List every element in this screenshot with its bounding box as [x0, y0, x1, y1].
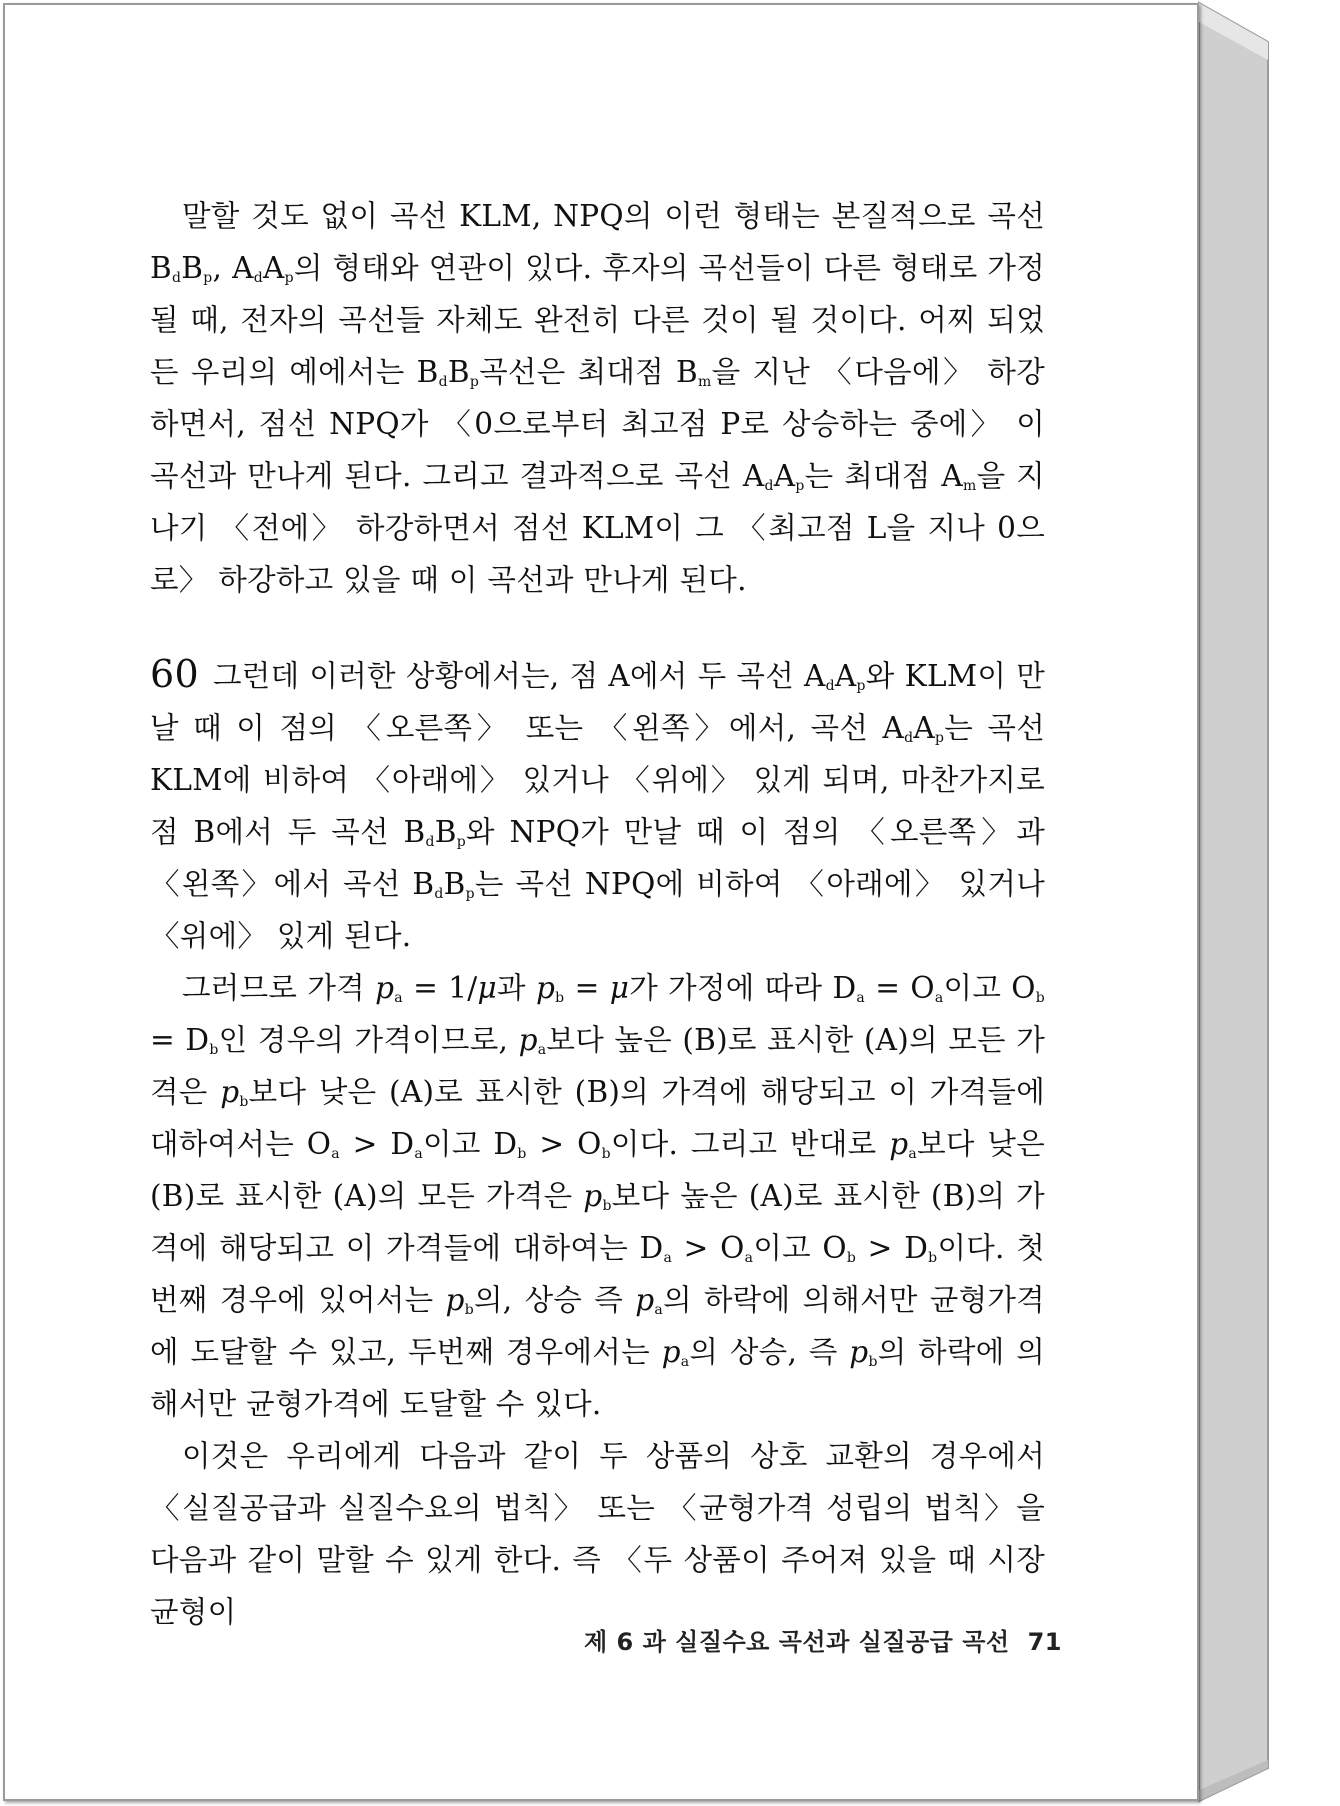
paragraph-4: 이것은 우리에게 다음과 같이 두 상품의 상호 교환의 경우에서 〈실질공급과 실질수요의 법칙〉 또는 〈균형가격 성립의 법칙〉을 다음과 같이 말할 수 있게 한다. 즉 〈두 상품이 주어져 있을 때 시장균형이 — [150, 1439, 1045, 1629]
paragraph-section-60: 60 그런데 이러한 상황에서는, 점 A에서 두 곡선 $A_dA_p$와 KLM이 만날 때 이 점의 〈오른쪽〉 또는 〈왼쪽〉에서, 곡선 $A_dA_p$는 곡선 KLM에 비하여 〈아래에〉 있거나 〈위에〉 있게 되며, 마찬가지로 점 B에서 두 곡선 $B_dB_p$와 NPQ가 만날 때 이 점의 〈오른쪽〉과 〈왼쪽〉에서 곡선 $B_dB_p$는 곡선 NPQ에 비하여 〈아래에〉 있거나 〈위에〉 있게 된다. — [150, 652, 1045, 953]
body-text — [150, 190, 1045, 1638]
page-number: 71 — [1027, 1628, 1062, 1656]
paragraph-3: 그러므로 가격 $p_a = 1/\mu$과 $p_b = \mu$가 가정에 따라 $D_a = O_a$이고 $O_b = D_b$인 경우의 가격이므로, $p_a$보다 높은 (B)로 표시한 (A)의 모든 가격은 $p_b$보다 낮은 (A)로 표시한 (B)의 가격에 해당되고 이 가격들에 대하여서는 $O_a > D_a$이고 $D_b > O_b$이다. 그리고 반대로 $p_a$보다 낮은 (B)로 표시한 (A)의 모든 가격은 $p_b$보다 높은 (A)로 표시한 (B)의 가격에 해당되고 이 가격들에 대하여는 $D_a > O_a$이고 $O_b > D_b$이다. 첫번째 경우에 있어서는 $p_b$의, 상승 즉 $p_a$의 하락에 의해서만 균형가격에 도달할 수 있고, 두번째 경우에서는 $p_a$의 상승, 즉 $p_b$의 하락에 의해서만 균형가격에 도달할 수 있다. — [150, 971, 1046, 1421]
section-number: 60 — [150, 652, 199, 696]
paragraph-1: 말할 것도 없이 곡선 KLM, NPQ의 이런 형태는 본질적으로 곡선 $B_dB_p$, $A_dA_p$의 형태와 연관이 있다. 후자의 곡선들이 다른 형태로 가정될 때, 전자의 곡선들 자체도 완전히 다른 것이 될 것이다. 어찌 되었든 우리의 예에서는 $B_dB_p$곡선은 최대점 $B_m$을 지난 〈다음에〉 하강하면서, 점선 NPQ가 〈0으로부터 최고점 P로 상승하는 중에〉 이 곡선과 만나게 된다. 그리고 결과적으로 곡선 $A_dA_p$는 최대점 $A_m$을 지나기 〈전에〉 하강하면서 점선 KLM이 그 〈최고점 L을 지나 0으로〉 하강하고 있을 때 이 곡선과 만나게 된다. — [150, 199, 1046, 597]
running-head: 제 6 과 실질수요 곡선과 실질공급 곡선 — [584, 1628, 1010, 1656]
page-footer — [584, 1622, 1062, 1657]
